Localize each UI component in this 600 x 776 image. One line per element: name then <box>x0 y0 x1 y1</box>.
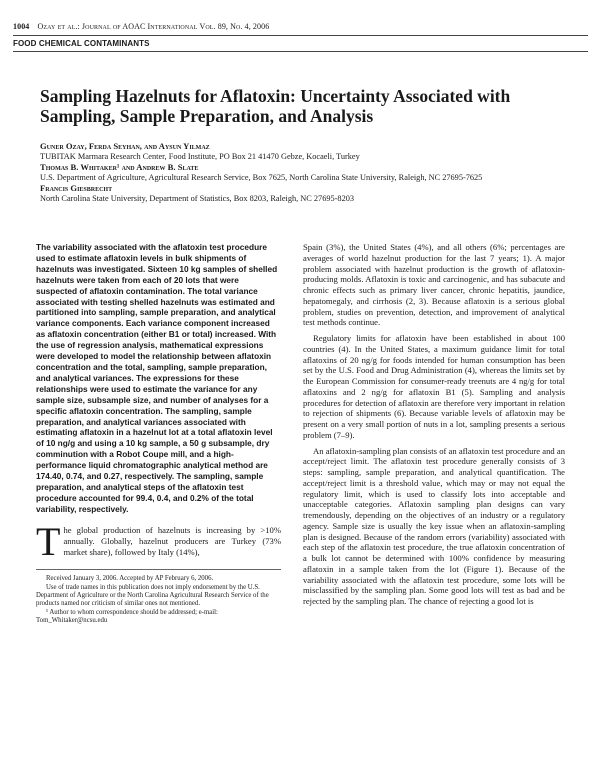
body-paragraph-1: Spain (3%), the United States (4%), and all others (6%; percentages are averages of world hazelnut production for the last 7 years; 1). A major problem associated with hazelnut production is the growth of aflatoxin-producing molds. Aflatoxin is toxic and carcinogenic, and has subacute and chronic effects such as primary liver cancer, chronic hepatitis, jaundice, hepatomegaly, and cirrhosis (2, 3). Because aflatoxin is a serious global problem, studies on prevention, detection, and improvement of analytical test methods continue. <box>303 242 565 328</box>
footnotes <box>36 575 281 627</box>
right-column <box>303 242 565 607</box>
header-rule <box>13 35 588 36</box>
section-rule <box>13 51 588 52</box>
body-paragraph-2: Regulatory limits for aflatoxin have been established in about 100 countries (4). In the United States, a maximum guidance limit for total aflatoxins of 20 ng/g for foods intended for human consumption has been set by the U.S. Food and Drug Administration (4), whereas the limits set by the European Commission for consumer-ready treenuts are 4 ng/g for total aflatoxins and 2 ng/g for aflatoxin B1 (5). Sampling and analysis procedures for detection of aflatoxin are therefore very important in relation to rejection of shipments (6). Because variable levels of aflatoxin may be present on a very small portion of nuts in a lot, sampling presents a serious problem (7–9). <box>303 333 565 440</box>
author-names-1: Guner Ozay, Ferda Seyhan, and Aysun Yilmaz <box>40 141 210 151</box>
body-paragraph-3: An aflatoxin-sampling plan consists of an aflatoxin test procedure and an accept/reject limit. The aflatoxin test procedure generally consists of 3 steps: sampling, sample preparation, and analytical quantification. The accept/reject limit is a threshold value, which may or may not equal the regulatory limit, which is used to classify lots into acceptable and unacceptable categories. Aflatoxin sampling plan designs can vary tremendously, depending on the objectives of an industry or a regulatory agency. Sample size is usually the key issue when an aflatoxin-sampling plan is designed. Because of the random errors (variability) associated with each step of the aflatoxin test procedure, the true aflatoxin concentration of a bulk lot cannot be determined with 100% confidence by measuring aflatoxin in a sample taken from the lot (Figure 1). Because of the variability associated with the aflatoxin test procedure, some lots will be misclassified by the sampling plan. Some good lots will test as bad and be rejected by the sampling plan. The chance of rejecting a good lot is <box>303 445 565 606</box>
footnote-rule <box>36 569 281 570</box>
page-number: 1004 <box>13 22 30 31</box>
introduction-paragraph <box>36 519 281 564</box>
abstract: The variability associated with the aflatoxin test procedure used to estimate aflatoxin levels in bulk shipments of hazelnuts was investigated. Sixteen 10 kg samples of shelled hazelnuts were taken from each of 20 lots that were suspected of aflatoxin contamination. The total variance associated with testing shelled hazelnuts was estimated and partitioned into sampling, sample preparation, and analytical variance components. Each variance component increased as aflatoxin concentration (either B1 or total) increased. With the use of regression analysis, mathematical expressions were developed to model the relationship between aflatoxin concentration and the total, sampling, sample preparation, and analytical variances. The expressions for these relationships were used to estimate the variance for any sample size, subsample size, and number of analyses for a specific aflatoxin concentration. The sampling, sample preparation, and analytical variances associated with estimating aflatoxin in a hazelnut lot at a total aflatoxin level of 10 ng/g and using a 10 kg sample, a 50 g subsample, dry comminution with a Robot Coupe mill, and a high-performance liquid chromatographic analytical method are 174.40, 0.74, and 0.27, respectively. The sampling, sample preparation, and analytical steps of the aflatoxin test procedure accounted for 99.4, 0.4, and 0.2% of the total variability, respectively. <box>36 242 278 514</box>
footnote-received: Received January 3, 2006. Accepted by AP February 6, 2006. <box>46 575 214 582</box>
author-names-3: Francis Giesbrecht <box>40 183 113 193</box>
footnote-disclaimer: Use of trade names in this publication does not imply endorsement by the U.S. Department of Agriculture or the North Carolina Agricultural Research Service of the products named nor criticism of similar ones not mentioned. <box>36 584 269 608</box>
running-head-text: Ozay et al.: Journal of AOAC International Vol. 89, No. 4, 2006 <box>37 22 270 31</box>
author-affiliations <box>40 141 580 204</box>
running-head <box>13 22 269 31</box>
article-title: Sampling Hazelnuts for Aflatoxin: Uncertainty Associated with Sampling, Sample Preparation, and Analysis <box>40 86 511 126</box>
affiliation-3: North Carolina State University, Department of Statistics, Box 8203, Raleigh, NC 27695-8203 <box>40 193 355 203</box>
footnote-correspondence: ¹ Author to whom correspondence should be addressed; e-mail: Tom_Whitaker@ncsu.edu <box>36 609 218 625</box>
drop-cap: T <box>36 519 61 564</box>
section-label: FOOD CHEMICAL CONTAMINANTS <box>13 39 150 48</box>
introduction-text: he global production of hazelnuts is increasing by >10% annually. Globally, hazelnut producers are Turkey (73% market share), followed by Italy (14%), <box>63 525 281 557</box>
affiliation-1: TUBITAK Marmara Research Center, Food Institute, PO Box 21 41470 Gebze, Kocaeli, Turkey <box>40 151 360 161</box>
affiliation-2: U.S. Department of Agriculture, Agricultural Research Service, Box 7625, North Carolina State University, Raleigh, NC 27695-7625 <box>40 172 483 182</box>
author-names-2: Thomas B. Whitaker¹ and Andrew B. Slate <box>40 162 199 172</box>
